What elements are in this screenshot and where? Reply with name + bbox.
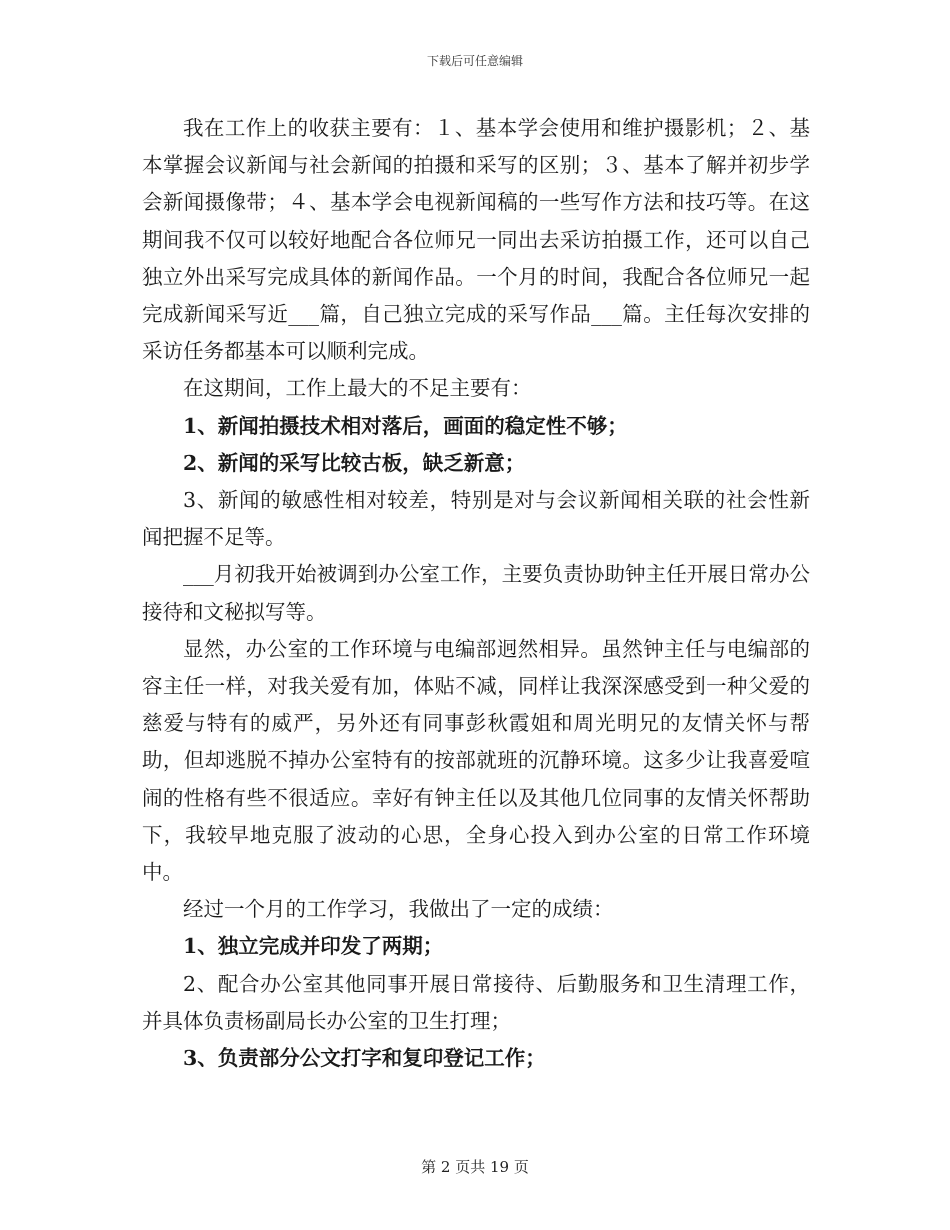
page-header: 下载后可任意编辑 [426,54,523,68]
paragraph-office-transfer: ___月初我开始被调到办公室工作，主要负责协助钟主任开展日常办公接待和文秘拟写等。 [142,562,810,624]
document-body [142,110,810,1077]
paragraph-office-environment: 显然，办公室的工作环境与电编部迥然相异。虽然钟主任与电编部的容主任一样，对我关爱有加，体贴不减，同样让我深深感受到一种父爱的慈爱与特有的威严，另外还有同事彭秋霞姐和周光明兄的友情关怀与帮助，但却逃脱不掉办公室特有的按部就班的沉静环境。这多少让我喜爱喧闹的性格有些不很适应。幸好有钟主任以及其他几位同事的友情关怀帮助下，我较早地克服了波动的心思，全身心投入到办公室的日常工作环境中。 [142,636,810,885]
list-item-achievement-3: 3、负责部分公文打字和复印登记工作； [183,1046,546,1071]
list-item-shortcoming-1: 1、新闻拍摄技术相对落后，画面的稳定性不够； [183,413,628,438]
list-item-shortcoming-2: 2、新闻的采写比较古板，缺乏新意； [183,450,526,475]
paragraph-gains: 我在工作上的收获主要有：１、基本学会使用和维护摄影机；２、基本掌握会议新闻与社会新闻的拍摄和采写的区别；３、基本了解并初步学会新闻摄像带；４、基本学会电视新闻稿的一些写作方法和技巧等。在这期间我不仅可以较好地配合各位师兄一同出去采访拍摄工作，还可以自己独立外出采写完成具体的新闻作品。一个月的时间，我配合各位师兄一起完成新闻采写近___篇，自己独立完成的采写作品___篇。主任每次安排的采访任务都基本可以顺利完成。 [142,116,810,364]
list-item-shortcoming-3: 3、新闻的敏感性相对较差，特别是对与会议新闻相关联的社会性新闻把握不足等。 [142,488,810,550]
list-item-achievement-2: 2、配合办公室其他同事开展日常接待、后勤服务和卫生清理工作，并具体负责杨副局长办公室的卫生打理； [142,971,810,1033]
paragraph-shortcomings-intro: 在这期间，工作上最大的不足主要有： [183,376,532,401]
paragraph-achievements-intro: 经过一个月的工作学习，我做出了一定的成绩： [183,897,614,922]
list-item-achievement-1: 1、独立完成并印发了两期； [183,934,444,959]
page-footer: 第 2 页共 19 页 [421,1158,529,1176]
